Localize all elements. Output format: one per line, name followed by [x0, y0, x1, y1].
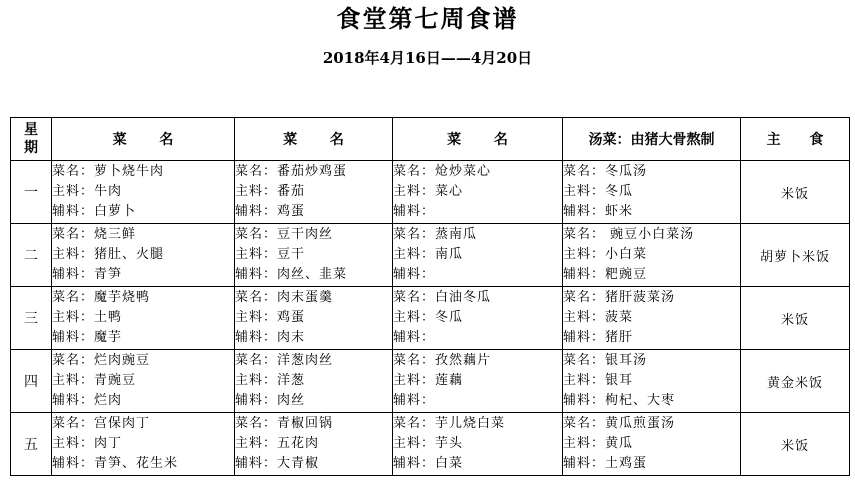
- main-ingredient: 主料：牛肉: [52, 184, 123, 199]
- dish-3-cell: [393, 413, 563, 476]
- side-ingredient: 辅料：: [393, 267, 436, 282]
- table-row: [11, 413, 850, 476]
- dish-name: 菜名：白油冬瓜: [393, 290, 492, 305]
- main-ingredient: 主料：冬瓜: [393, 310, 464, 325]
- side-ingredient: 辅料：: [393, 204, 436, 219]
- main-ingredient: 主料：菠菜: [563, 310, 634, 325]
- dish-name: 菜名： 豌豆小白菜汤: [563, 227, 695, 242]
- side-ingredient: 辅料：: [393, 330, 436, 345]
- day-cell: 三: [11, 287, 52, 350]
- table-row: [11, 224, 850, 287]
- main-ingredient: 主料：鸡蛋: [235, 310, 306, 325]
- header-row: [11, 118, 850, 161]
- side-ingredient: 辅料：白菜: [393, 456, 464, 471]
- dish-3-cell: [393, 161, 563, 224]
- side-ingredient: 辅料：肉末: [235, 330, 306, 345]
- main-ingredient: 主料：洋葱: [235, 373, 306, 388]
- main-ingredient: 主料：土鸭: [52, 310, 123, 325]
- day-cell: 一: [11, 161, 52, 224]
- main-ingredient: 主料：莲藕: [393, 373, 464, 388]
- dish-1-cell: [52, 350, 235, 413]
- main-ingredient: 主料：黄瓜: [563, 436, 634, 451]
- dish-name: 菜名：烂肉豌豆: [52, 353, 151, 368]
- dish-3-cell: [393, 287, 563, 350]
- dish-name: 菜名：芋儿烧白菜: [393, 416, 506, 431]
- dish-name: 菜名：萝卜烧牛肉: [52, 164, 165, 179]
- main-ingredient: 主料：冬瓜: [563, 184, 634, 199]
- staple-cell: 米饭: [741, 413, 850, 476]
- soup-cell: [563, 224, 741, 287]
- dish-name: 菜名：番茄炒鸡蛋: [235, 164, 348, 179]
- side-ingredient: 辅料：大青椒: [235, 456, 320, 471]
- header-dish-2: 菜 名: [235, 118, 393, 161]
- dish-1-cell: [52, 161, 235, 224]
- table-row: [11, 287, 850, 350]
- header-dish-3: 菜 名: [393, 118, 563, 161]
- dish-2-cell: [235, 224, 393, 287]
- day-cell: 二: [11, 224, 52, 287]
- soup-cell: [563, 287, 741, 350]
- dish-2-cell: [235, 413, 393, 476]
- main-ingredient: 主料：猪肚、火腿: [52, 247, 165, 262]
- soup-cell: [563, 161, 741, 224]
- staple-cell: 胡萝卜米饭: [741, 224, 850, 287]
- staple-cell: 米饭: [741, 161, 850, 224]
- dish-name: 菜名：洋葱肉丝: [235, 353, 334, 368]
- header-day: 星 期: [11, 118, 52, 161]
- header-staple: 主 食: [741, 118, 850, 161]
- main-ingredient: 主料：番茄: [235, 184, 306, 199]
- dish-name: 菜名：炝炒菜心: [393, 164, 492, 179]
- dish-name: 菜名：肉末蛋羹: [235, 290, 334, 305]
- soup-cell: [563, 350, 741, 413]
- dish-name: 菜名：宫保肉丁: [52, 416, 151, 431]
- dish-name: 菜名：黄瓜煎蛋汤: [563, 416, 676, 431]
- day-cell: 五: [11, 413, 52, 476]
- main-ingredient: 主料：银耳: [563, 373, 634, 388]
- side-ingredient: 辅料：肉丝: [235, 393, 306, 408]
- date-range: 2018年4月16日——4月20日: [322, 49, 533, 67]
- staple-cell: 米饭: [741, 287, 850, 350]
- dish-name: 菜名：魔芋烧鸭: [52, 290, 151, 305]
- dish-3-cell: [393, 350, 563, 413]
- staple-cell: 黄金米饭: [741, 350, 850, 413]
- day-cell: 四: [11, 350, 52, 413]
- main-ingredient: 主料：五花肉: [235, 436, 320, 451]
- main-ingredient: 主料：肉丁: [52, 436, 123, 451]
- menu-table: [10, 117, 850, 476]
- main-ingredient: 主料：豆干: [235, 247, 306, 262]
- side-ingredient: 辅料：魔芋: [52, 330, 123, 345]
- table-row: [11, 161, 850, 224]
- side-ingredient: 辅料：土鸡蛋: [563, 456, 648, 471]
- main-ingredient: 主料：芋头: [393, 436, 464, 451]
- dish-3-cell: [393, 224, 563, 287]
- dish-name: 菜名：豆干肉丝: [235, 227, 334, 242]
- dish-name: 菜名：冬瓜汤: [563, 164, 648, 179]
- side-ingredient: 辅料：虾米: [563, 204, 634, 219]
- side-ingredient: 辅料：肉丝、韭菜: [235, 267, 348, 282]
- page-title: 食堂第七周食谱: [336, 4, 519, 33]
- side-ingredient: 辅料：青笋、花生米: [52, 456, 179, 471]
- table-row: [11, 350, 850, 413]
- main-ingredient: 主料：青豌豆: [52, 373, 137, 388]
- dish-2-cell: [235, 350, 393, 413]
- header-soup: 汤菜：由猪大骨熬制: [563, 118, 741, 161]
- side-ingredient: 辅料：猪肝: [563, 330, 634, 345]
- dish-name: 菜名：蒸南瓜: [393, 227, 478, 242]
- side-ingredient: 辅料：烂肉: [52, 393, 123, 408]
- side-ingredient: 辅料：白萝卜: [52, 204, 137, 219]
- main-ingredient: 主料：南瓜: [393, 247, 464, 262]
- dish-2-cell: [235, 161, 393, 224]
- dish-name: 菜名：孜然藕片: [393, 353, 492, 368]
- dish-name: 菜名：猪肝菠菜汤: [563, 290, 676, 305]
- dish-name: 菜名：青椒回锅: [235, 416, 334, 431]
- dish-1-cell: [52, 413, 235, 476]
- side-ingredient: 辅料：青笋: [52, 267, 123, 282]
- side-ingredient: 辅料：鸡蛋: [235, 204, 306, 219]
- dish-1-cell: [52, 224, 235, 287]
- soup-cell: [563, 413, 741, 476]
- side-ingredient: 辅料：: [393, 393, 436, 408]
- dish-2-cell: [235, 287, 393, 350]
- side-ingredient: 辅料：粑豌豆: [563, 267, 648, 282]
- main-ingredient: 主料：小白菜: [563, 247, 648, 262]
- dish-name: 菜名：烧三鲜: [52, 227, 137, 242]
- header-dish-1: 菜 名: [52, 118, 235, 161]
- dish-1-cell: [52, 287, 235, 350]
- side-ingredient: 辅料：枸杞、大枣: [563, 393, 676, 408]
- dish-name: 菜名：银耳汤: [563, 353, 648, 368]
- main-ingredient: 主料：菜心: [393, 184, 464, 199]
